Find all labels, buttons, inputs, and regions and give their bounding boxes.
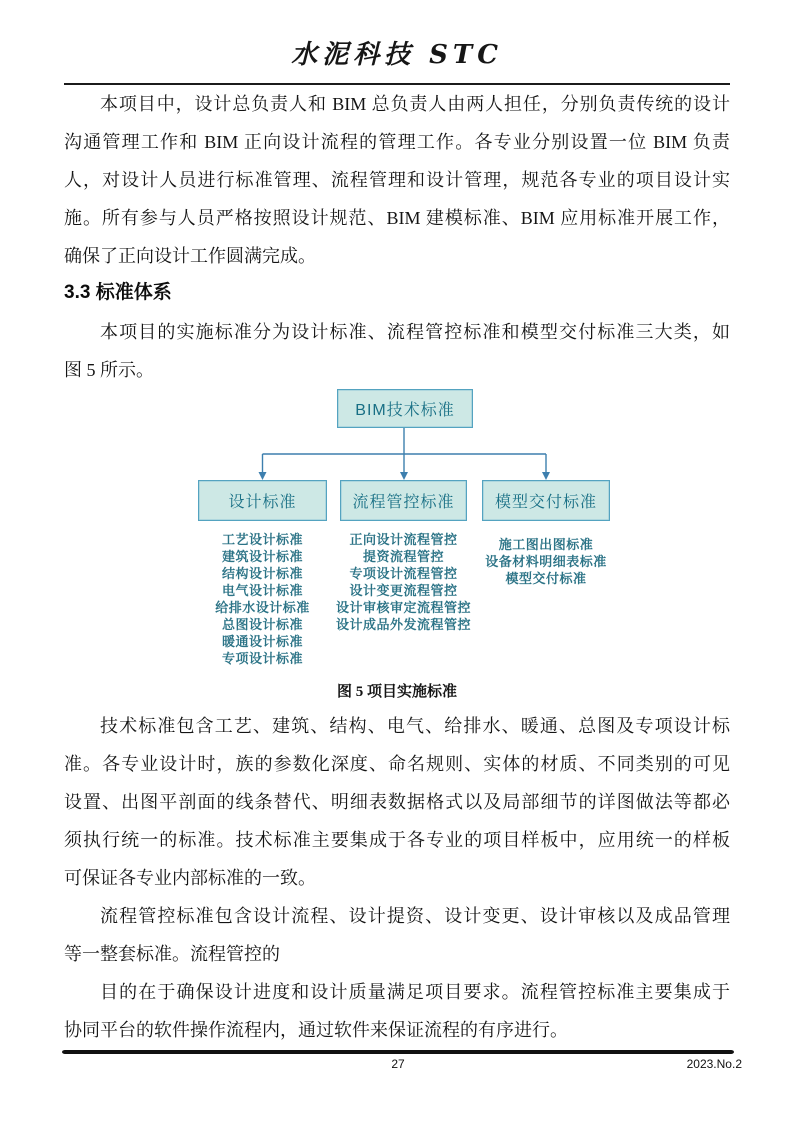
- diagram-item: 提资流程管控: [362, 549, 444, 564]
- paragraph-line: 人，对设计人员进行标准管理、流程管理和设计管理，规范各专业的项目设计实: [64, 170, 730, 190]
- paragraph-5: [64, 973, 730, 1049]
- diagram-item: 设计变更流程管控: [349, 583, 458, 598]
- issue-number: 2023.No.2: [686, 1057, 742, 1071]
- diagram-item-list-design: [188, 531, 337, 667]
- diagram-item: 工艺设计标准: [221, 532, 303, 547]
- paragraph-line: 流程管控标准包含设计流程、设计提资、设计变更、设计审核以及成品管理: [100, 906, 730, 926]
- paragraph-line: 准。各专业设计时，族的参数化深度、命名规则、实体的材质、不同类别的可见: [64, 754, 730, 774]
- diagram-item: 设计审核审定流程管控: [335, 600, 471, 615]
- page-content: [64, 30, 730, 1049]
- figure-diagram: [64, 389, 730, 673]
- diagram-item: 结构设计标准: [221, 566, 303, 581]
- diagram-branch-box-design: 设计标准: [198, 480, 327, 521]
- diagram-item-list-process: [320, 531, 487, 633]
- arrow-down-icon: [542, 472, 550, 480]
- page-footer: [62, 1050, 742, 1090]
- journal-title: 水泥科技 STC: [291, 40, 503, 70]
- paragraph-3: [64, 707, 730, 897]
- paragraph-line: 设置、出图平剖面的线条替代、明细表数据格式以及局部细节的详图做法等都必: [64, 792, 730, 812]
- paragraph-line: 协同平台的软件操作流程内，通过软件来保证流程的有序进行。: [64, 1020, 568, 1040]
- paragraph-line: 图 5 所示。: [64, 360, 154, 380]
- paragraph-line: 确保了正向设计工作圆满完成。: [64, 246, 316, 266]
- paragraph-line: 本项目中，设计总负责人和 BIM 总负责人由两人担任，分别负责传统的设计: [100, 94, 730, 114]
- paragraph-line: 等一整套标准。流程管控的: [64, 944, 280, 964]
- diagram-item: 正向设计流程管控: [349, 532, 458, 547]
- page-number: 27: [391, 1057, 405, 1071]
- diagram-item: 设计成品外发流程管控: [335, 617, 471, 632]
- paragraph-line: 施。所有参与人员严格按照设计规范、BIM 建模标准、BIM 应用标准开展工作，: [64, 208, 730, 228]
- paragraph-line: 目的在于确保设计进度和设计质量满足项目要求。流程管控标准主要集成于: [100, 982, 730, 1002]
- diagram-item: 电气设计标准: [221, 583, 303, 598]
- diagram-item: 专项设计标准: [221, 651, 303, 666]
- paragraph-4: [64, 897, 730, 973]
- diagram-item: 设备材料明细表标准: [485, 554, 607, 569]
- paragraph-line: 可保证各专业内部标准的一致。: [64, 868, 316, 888]
- diagram-item-list-delivery: [466, 536, 626, 587]
- paragraph-line: 须执行统一的标准。技术标准主要集成于各专业的项目样板中，应用统一的样板: [64, 830, 730, 850]
- footer-rule: [62, 1050, 734, 1054]
- diagram-item: 总图设计标准: [221, 617, 303, 632]
- paragraph-line: 技术标准包含工艺、建筑、结构、电气、给排水、暖通、总图及专项设计标: [100, 716, 730, 736]
- figure-caption: 图 5 项目实施标准: [336, 684, 457, 700]
- paragraph-2: [64, 313, 730, 389]
- diagram-branch-box-process: 流程管控标准: [340, 480, 467, 521]
- diagram-branch-box-delivery: 模型交付标准: [482, 480, 610, 521]
- paragraph-line: 本项目的实施标准分为设计标准、流程管控标准和模型交付标准三大类，如: [100, 322, 730, 342]
- paragraph-line: 沟通管理工作和 BIM 正向设计流程的管理工作。各专业分别设置一位 BIM 负责: [64, 132, 730, 152]
- arrow-down-icon: [259, 472, 267, 480]
- diagram-item: 暖通设计标准: [221, 634, 303, 649]
- arrow-down-icon: [400, 472, 408, 480]
- diagram-item: 施工图出图标准: [498, 537, 594, 552]
- paragraph-1: [64, 85, 730, 275]
- section-heading: 3.3 标准体系: [64, 282, 172, 303]
- diagram-item: 给排水设计标准: [215, 600, 310, 615]
- diagram-item: 建筑设计标准: [221, 549, 303, 564]
- diagram-item: 模型交付标准: [505, 571, 587, 586]
- diagram-item: 专项设计流程管控: [349, 566, 458, 581]
- diagram-root-box: BIM技术标准: [337, 389, 473, 428]
